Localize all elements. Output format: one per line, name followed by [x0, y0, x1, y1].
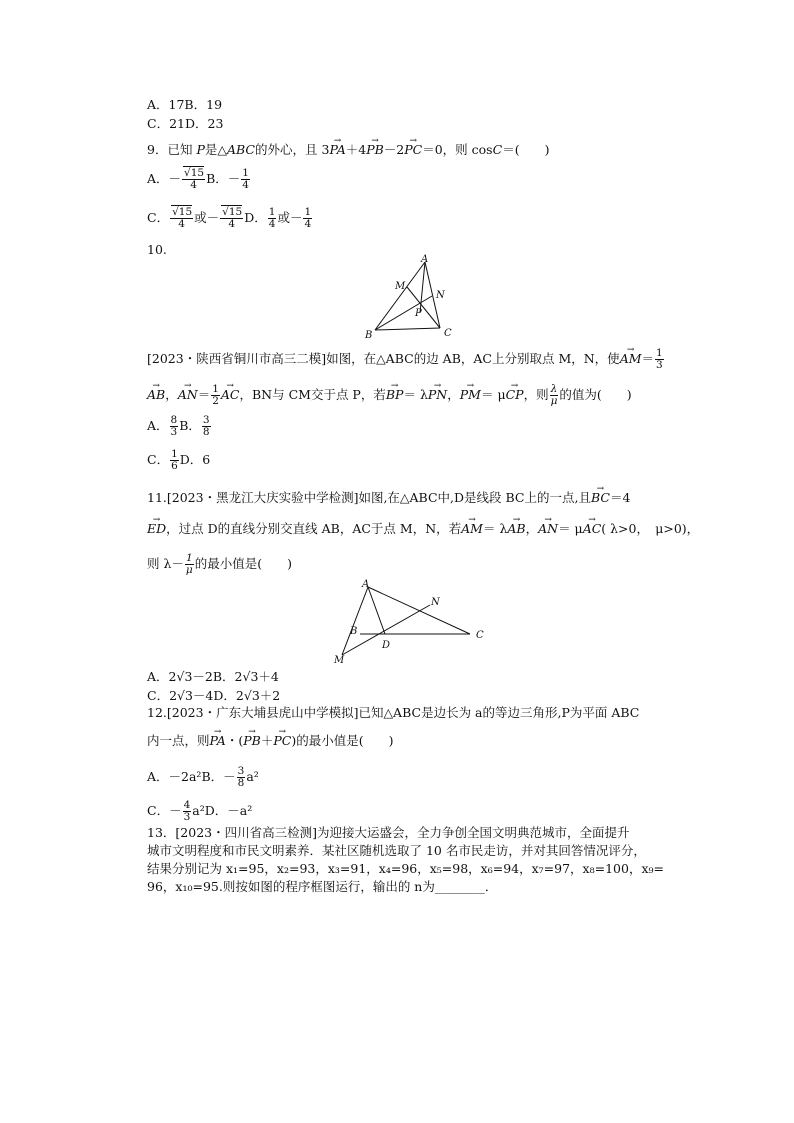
q10-text: ＝ μ: [480, 387, 506, 402]
q12-num: 4: [183, 799, 191, 811]
q11-text: ＝4: [609, 490, 631, 505]
q9-options-cd: [147, 207, 313, 230]
vector-bc: → BC: [591, 490, 610, 506]
q10-edge-ab: [375, 262, 425, 330]
q9-den: 4: [178, 218, 185, 230]
vector-an: → AN: [538, 521, 558, 537]
q10-text: ，: [165, 387, 178, 402]
q13-line1: 13．[2023・四川省高三检测]为迎接大运盛会，全力争创全国文明典范城市，全面提升: [147, 825, 630, 840]
q9-option-a: A．－: [147, 171, 182, 186]
q10-text: ，BN与 CM交于点 P，若: [239, 387, 386, 402]
vector-bp: → BP: [386, 387, 404, 403]
vector-ac: → AC: [583, 521, 602, 537]
q10-label-a: A: [421, 254, 429, 265]
q9-sqrt15: √15: [222, 206, 243, 218]
q11-stem-line1: [147, 490, 630, 506]
fraction: [303, 207, 312, 230]
q8-option-cd: C．21D．23: [147, 116, 224, 131]
q13-line4: 96，x₁₀=95.则按如图的程序框图运行，输出的 n为________．: [147, 879, 498, 894]
q13-line2: 城市文明程度和市民文明素养．某社区随机选取了 10 名市民走访，并对其回答情况评分，: [147, 843, 646, 858]
q9-sqrt15: √15: [172, 206, 193, 218]
q11-options-cd: C．2√3－4D．2√3＋2: [147, 688, 281, 703]
fraction: [268, 207, 277, 230]
q11-text: ＝ μ: [558, 521, 583, 536]
vector-ab: → AB: [147, 387, 165, 403]
vector-pn: → PN: [428, 387, 447, 403]
fraction: [185, 553, 194, 576]
q9-den: 4: [304, 218, 312, 230]
q11-edge-ac: [368, 587, 470, 634]
fraction: [211, 384, 220, 407]
q11-text: 则 λ－: [147, 556, 184, 571]
q10-label-p: P: [415, 308, 422, 319]
q10-segment-ap: [420, 262, 425, 313]
fraction: [550, 384, 559, 407]
q10-num: 1: [212, 383, 219, 395]
vector-pa: → PA: [210, 733, 226, 749]
q12-option-c: C．－: [147, 803, 182, 818]
fraction: [170, 449, 179, 472]
q11-label-n: N: [431, 597, 440, 608]
q12-text: ・(: [225, 733, 244, 748]
q9-var-c: C: [492, 142, 503, 157]
q9-option-b: B．－: [206, 171, 241, 186]
q11-num: 1: [185, 552, 193, 564]
q12-den: 3: [183, 811, 191, 823]
q11-label-a: A: [362, 579, 370, 590]
q9-text: ＋4: [345, 142, 367, 157]
q9-text: ＝( ): [502, 142, 550, 157]
q10-text: ，: [447, 387, 460, 402]
q9-text: ＝0，则 cos: [422, 142, 493, 157]
q12-option-a: A．－2a²B．－: [147, 769, 236, 784]
vector-ed: → ED: [147, 521, 166, 537]
q10-num: 1: [656, 347, 663, 359]
q9-text: 或－: [277, 210, 303, 225]
q12-options-ab: [147, 766, 259, 789]
q9-var-abc: ABC: [226, 142, 255, 157]
q10-num: 1: [171, 448, 178, 460]
q11-den: μ: [185, 564, 193, 576]
q10-text: ，则: [523, 387, 549, 402]
q10-num: 3: [202, 414, 210, 426]
q10-den: 2: [212, 395, 219, 407]
q11-figure: [330, 575, 500, 667]
q10-text: ＝ λ: [403, 387, 428, 402]
q11-options-ab: A．2√3－2B．2√3＋4: [147, 669, 279, 684]
q12-text: a²: [246, 769, 259, 784]
q10-num: λ: [550, 383, 558, 395]
q11-label-c: C: [476, 630, 484, 641]
fraction: [182, 168, 205, 191]
q10-text: [2023・陕西省铜川市高三二模]如图，在△ABC的边 AB，AC上分别取点 M，N，使: [147, 351, 620, 366]
q12-num: 3: [237, 765, 245, 777]
q10-segment-bn: [375, 296, 432, 330]
q9-option-c: C．: [147, 210, 170, 225]
q11-text: 的最小值是( ): [194, 556, 292, 571]
q10-den: μ: [550, 395, 558, 407]
q9-options-ab: [147, 168, 251, 191]
q12-stem-line1: 12.[2023・广东大埔县虎山中学模拟]已知△ABC是边长为 a的等边三角形,P为平面 ABC: [147, 705, 640, 720]
vector-pa: → PA: [329, 142, 345, 158]
q11-stem-line2: [147, 521, 699, 537]
q12-text: )的最小值是( ): [291, 733, 394, 748]
q11-text: 11.[2023・黑龙江大庆实验中学检测]如图,在△ABC中,D是线段 BC上的一点,且: [147, 490, 591, 505]
vector-pb: → PB: [243, 733, 261, 749]
q12-den: 8: [237, 777, 245, 789]
q11-text: ，过点 D的直线分别交直线 AB，AC于点 M，N，若: [166, 521, 462, 536]
fraction: [237, 766, 246, 789]
q9-text: 9．已知: [147, 142, 197, 157]
q10-stem-line2: [147, 384, 632, 407]
q10-stem-line1: [147, 348, 665, 371]
q10-num: 8: [170, 414, 178, 426]
q10-text: ＝: [641, 351, 655, 366]
q9-text: 的外心，且 3: [255, 142, 330, 157]
vector-am: → AM: [461, 521, 483, 537]
q10-text: 的值为( ): [559, 387, 632, 402]
q11-label-d: D: [382, 640, 391, 651]
q9-den: 4: [268, 218, 276, 230]
q9-den: 4: [242, 179, 249, 191]
vector-am: → AM: [620, 351, 642, 367]
fraction: [220, 207, 243, 230]
q10-option-b: B．: [179, 418, 201, 433]
q11-text: ( λ>0， μ>0)，: [601, 521, 700, 536]
q12-text: ＋: [260, 733, 274, 748]
q9-var-p: P: [196, 142, 205, 157]
fraction: [170, 415, 179, 438]
q11-text: ＝ λ: [482, 521, 508, 536]
q9-sqrt15: √15: [184, 167, 205, 179]
q10-options-cd: [147, 449, 210, 472]
q10-den: 3: [656, 359, 663, 371]
q9-option-d: D．: [244, 210, 267, 225]
vector-pm: → PM: [460, 387, 481, 403]
q11-text: ，: [525, 521, 539, 536]
q12-stem-line2: [147, 733, 393, 749]
q9-text: 或－: [194, 210, 220, 225]
vector-ab: → AB: [507, 521, 525, 537]
q12-text: 内一点，则: [147, 733, 210, 748]
vector-an: → AN: [178, 387, 198, 403]
q11-label-b: B: [350, 626, 358, 637]
q11-label-m: M: [334, 655, 345, 666]
q11-edge-ab-extended: [342, 587, 368, 655]
q10-text: ＝: [197, 387, 211, 402]
q12-options-cd: [147, 800, 252, 823]
q10-edge-bc: [375, 328, 440, 330]
fraction: [202, 415, 211, 438]
fraction: [655, 348, 664, 371]
q10-den: 6: [171, 460, 178, 472]
q9-num: 1: [242, 167, 249, 179]
q10-label-m: M: [395, 281, 406, 292]
q10-figure: [360, 252, 470, 342]
q9-text: －2: [383, 142, 405, 157]
q9-den: 4: [190, 179, 197, 191]
q9-num: 1: [304, 206, 312, 218]
q9-num: 1: [268, 206, 276, 218]
vector-pc: → PC: [404, 142, 422, 158]
q10-label-n: N: [436, 290, 445, 301]
vector-pb: → PB: [366, 142, 384, 158]
q10-option-a: A．: [147, 418, 169, 433]
vector-cp: → CP: [506, 387, 524, 403]
q10-number: 10.: [147, 242, 167, 257]
q13-line3: 结果分别记为 x₁=95，x₂=93，x₃=91，x₄=96，x₅=98，x₆=94，x₇=97，x₈=100，x₉=: [147, 861, 664, 876]
q9-text: 是△: [204, 142, 227, 157]
vector-ac: → AC: [221, 387, 240, 403]
q10-option-d: D．6: [179, 452, 211, 467]
q10-den: 8: [202, 426, 210, 438]
fraction: [170, 207, 193, 230]
q8-option-ab: A．17B．19: [147, 97, 223, 112]
q10-option-c: C．: [147, 452, 170, 467]
q10-label-c: C: [444, 328, 452, 339]
q10-den: 3: [170, 426, 178, 438]
q10-label-b: B: [365, 330, 373, 341]
fraction: [183, 800, 192, 823]
q9-den: 4: [228, 218, 236, 230]
q9-stem: [147, 142, 549, 158]
q10-options-ab: [147, 415, 212, 438]
vector-pc: → PC: [273, 733, 291, 749]
q11-stem-line3: [147, 553, 292, 576]
fraction: [241, 168, 250, 191]
q12-option-d: a²D．－a²: [192, 803, 253, 818]
